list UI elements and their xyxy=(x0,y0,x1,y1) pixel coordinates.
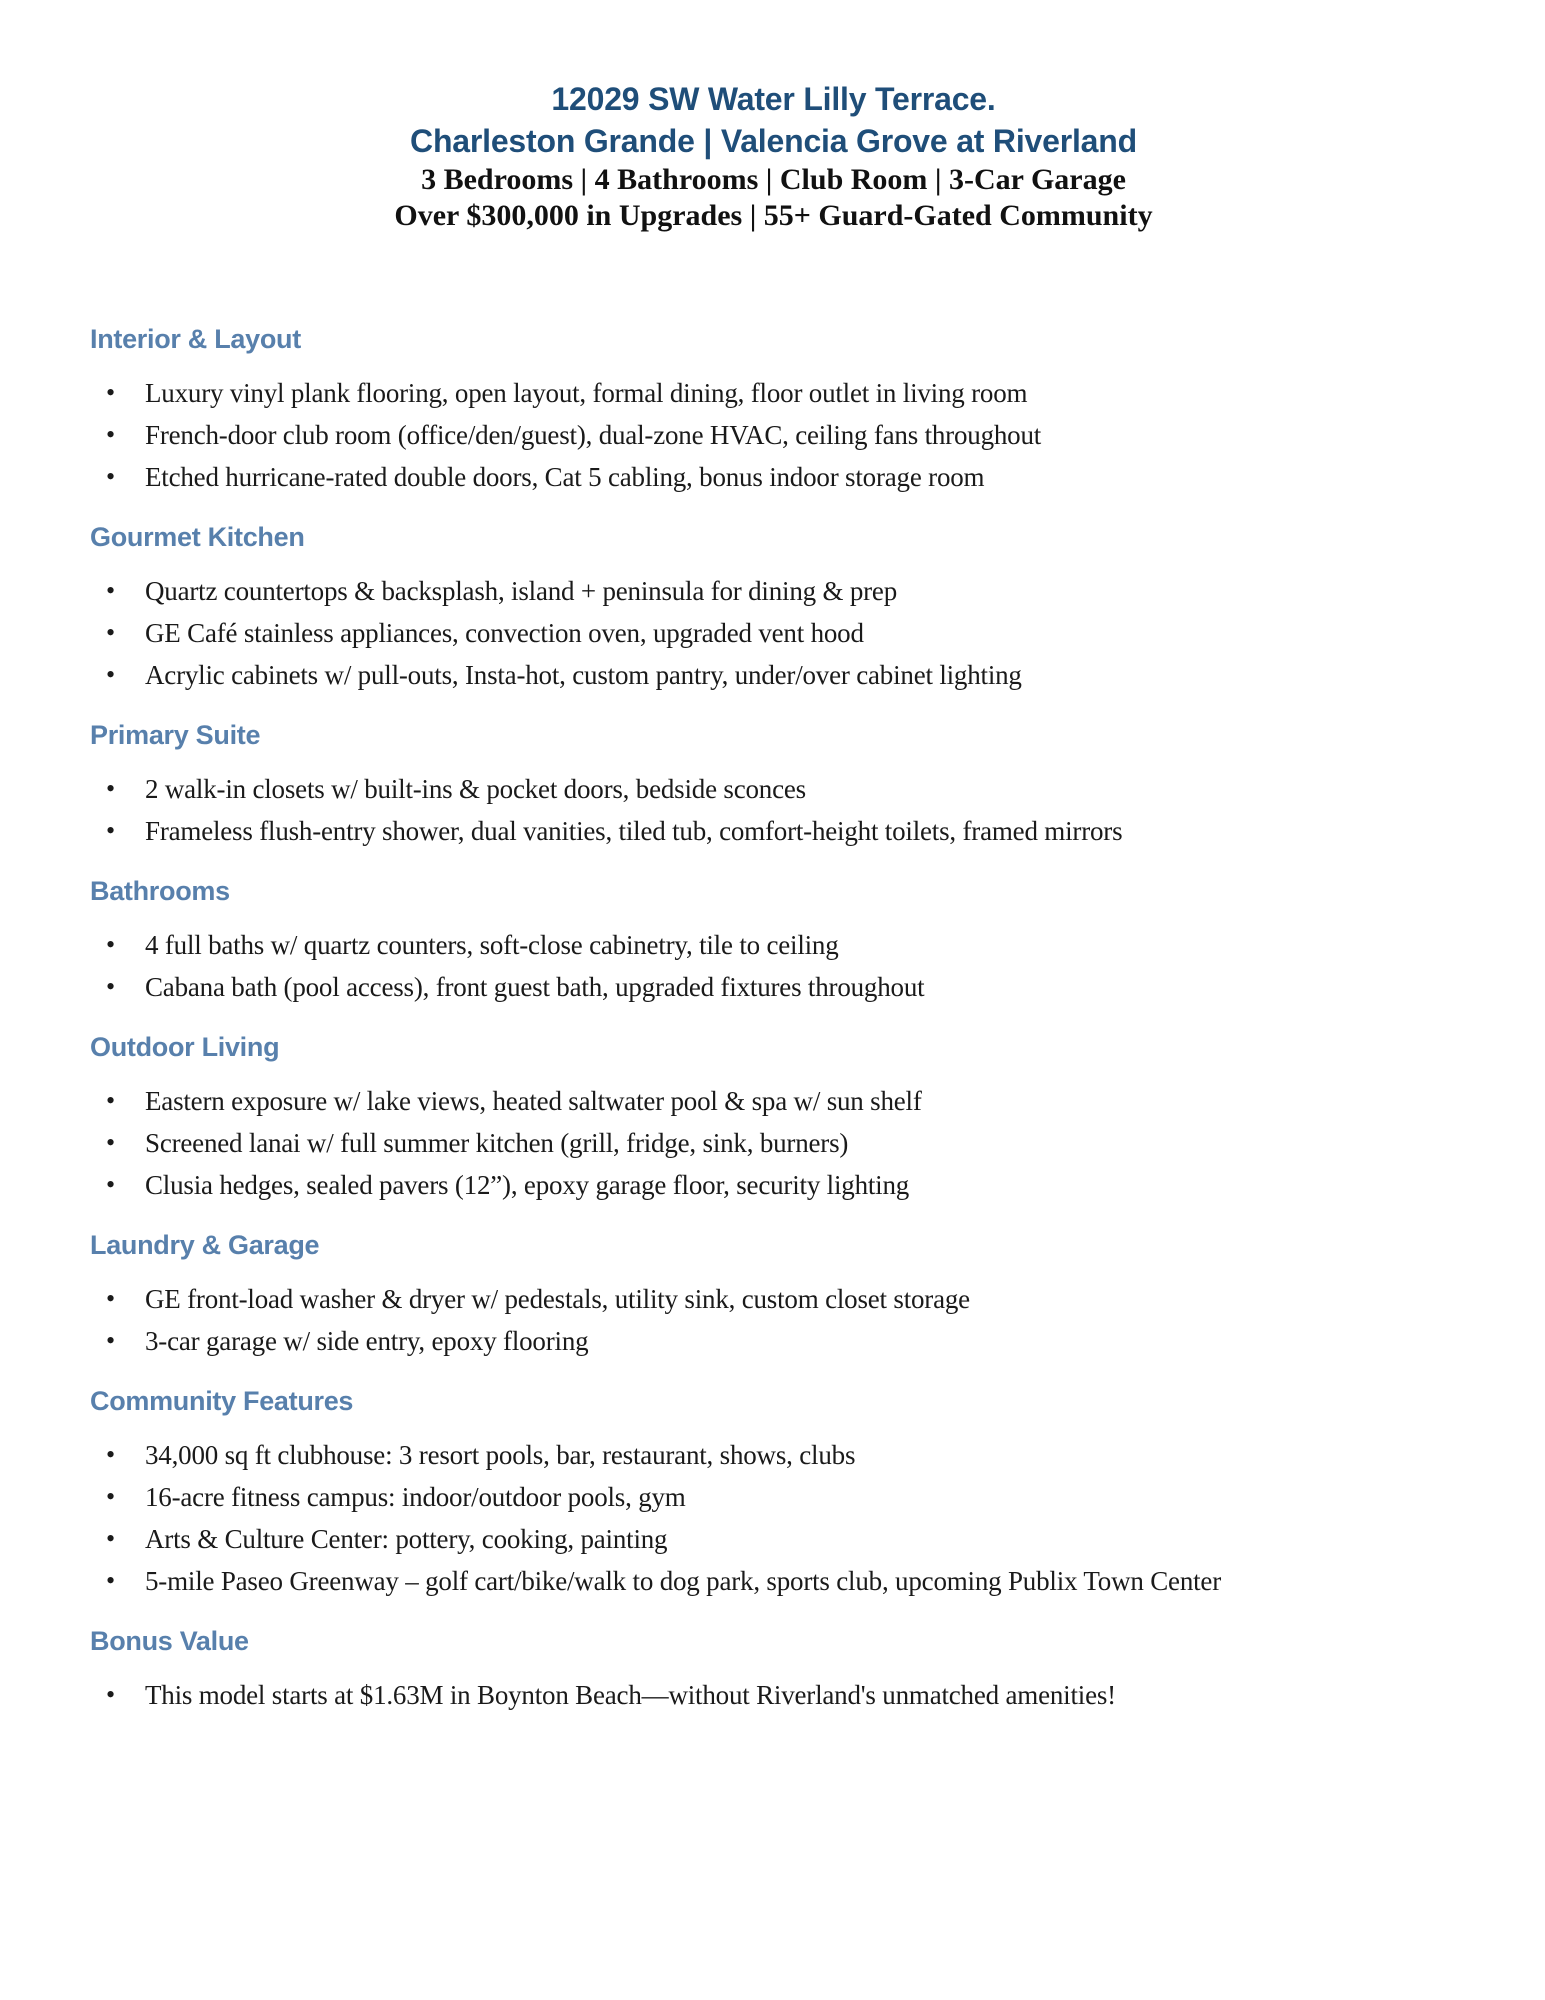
bullet-item: • Quartz countertops & backsplash, island + peninsula for dining & prep xyxy=(90,570,1457,612)
bullet-item: • Acrylic cabinets w/ pull-outs, Insta-hot, custom pantry, under/over cabinet lighting xyxy=(90,654,1457,696)
section-heading: Bonus Value xyxy=(90,1626,249,1656)
section-heading: Bathrooms xyxy=(90,876,230,906)
bullet-item: • Screened lanai w/ full summer kitchen (grill, fridge, sink, burners) xyxy=(90,1122,1457,1164)
section-heading: Laundry & Garage xyxy=(90,1230,320,1260)
bullet-item: • 2 walk-in closets w/ built-ins & pocket doors, bedside sconces xyxy=(90,768,1457,810)
section-primary-suite xyxy=(90,718,1457,852)
bullet-list xyxy=(90,1080,1457,1206)
bullet-item: • Luxury vinyl plank flooring, open layout, formal dining, floor outlet in living room xyxy=(90,372,1457,414)
bullet-item: • GE front-load washer & dryer w/ pedestals, utility sink, custom closet storage xyxy=(90,1278,1457,1320)
bullet-item: • Arts & Culture Center: pottery, cooking, painting xyxy=(90,1518,1457,1560)
upgrades-line: Over $300,000 in Upgrades | 55+ Guard-Gated Community xyxy=(394,199,1153,232)
bullet-item: • Eastern exposure w/ lake views, heated saltwater pool & spa w/ sun shelf xyxy=(90,1080,1457,1122)
bullet-list xyxy=(90,570,1457,696)
section-outdoor-living xyxy=(90,1030,1457,1206)
section-gourmet-kitchen xyxy=(90,520,1457,696)
bullet-item: • This model starts at $1.63M in Boynton Beach—without Riverland's unmatched amenities! xyxy=(90,1674,1457,1716)
bullet-item: • Frameless flush-entry shower, dual vanities, tiled tub, comfort-height toilets, framed mirrors xyxy=(90,810,1457,852)
bullet-list xyxy=(90,1434,1457,1602)
bullet-item: • French-door club room (office/den/guest), dual-zone HVAC, ceiling fans throughout xyxy=(90,414,1457,456)
bullet-item: • 5-mile Paseo Greenway – golf cart/bike/walk to dog park, sports club, upcoming Publix Town Center xyxy=(90,1560,1457,1602)
bullet-item: • 4 full baths w/ quartz counters, soft-close cabinetry, tile to ceiling xyxy=(90,924,1457,966)
bullet-list xyxy=(90,372,1457,498)
section-heading: Community Features xyxy=(90,1386,354,1416)
section-bathrooms xyxy=(90,874,1457,1008)
bullet-item: • 34,000 sq ft clubhouse: 3 resort pools, bar, restaurant, shows, clubs xyxy=(90,1434,1457,1476)
specs-line: 3 Bedrooms | 4 Bathrooms | Club Room | 3-Car Garage xyxy=(421,163,1126,196)
section-heading: Outdoor Living xyxy=(90,1032,280,1062)
section-heading: Primary Suite xyxy=(90,720,261,750)
section-bonus-value xyxy=(90,1624,1457,1716)
bullet-list xyxy=(90,1278,1457,1362)
bullet-list xyxy=(90,1674,1457,1716)
bullet-item: • GE Café stainless appliances, convection oven, upgraded vent hood xyxy=(90,612,1457,654)
section-interior-layout xyxy=(90,322,1457,498)
bullet-item: • Etched hurricane-rated double doors, Cat 5 cabling, bonus indoor storage room xyxy=(90,456,1457,498)
listing-header xyxy=(90,78,1457,234)
section-community-features xyxy=(90,1384,1457,1602)
bullet-list xyxy=(90,924,1457,1008)
bullet-item: • 3-car garage w/ side entry, epoxy flooring xyxy=(90,1320,1457,1362)
section-heading: Gourmet Kitchen xyxy=(90,522,305,552)
section-laundry-garage xyxy=(90,1228,1457,1362)
bullet-list xyxy=(90,768,1457,852)
address-title: 12029 SW Water Lilly Terrace. xyxy=(551,81,996,117)
bullet-item: • Clusia hedges, sealed pavers (12”), epoxy garage floor, security lighting xyxy=(90,1164,1457,1206)
bullet-item: • Cabana bath (pool access), front guest bath, upgraded fixtures throughout xyxy=(90,966,1457,1008)
section-heading: Interior & Layout xyxy=(90,324,301,354)
bullet-item: • 16-acre fitness campus: indoor/outdoor pools, gym xyxy=(90,1476,1457,1518)
feature-sections xyxy=(90,322,1457,1716)
model-community-title: Charleston Grande | Valencia Grove at Riverland xyxy=(410,123,1137,159)
